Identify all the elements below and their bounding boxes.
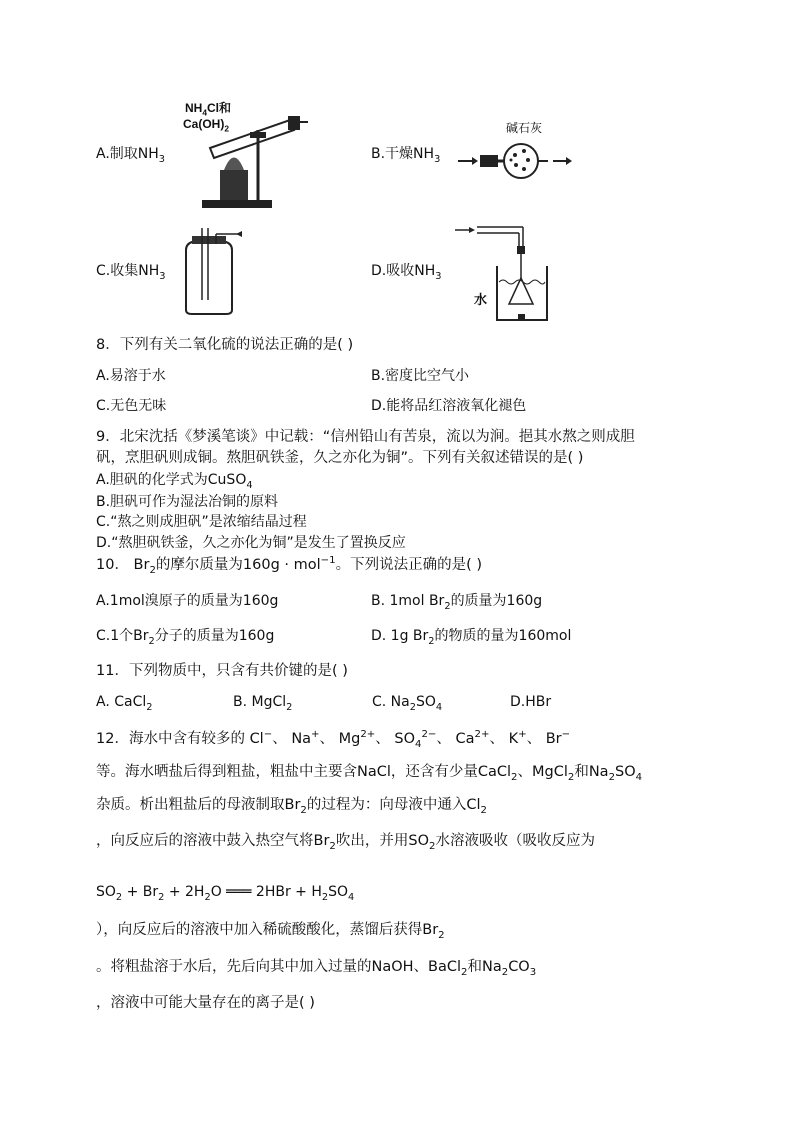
q11-stem: 11．下列物质中，只含有共价键的是( ) — [96, 663, 348, 679]
q9-option-c: C.“熬之则成胆矾”是浓缩结晶过程 — [96, 514, 307, 530]
q12-line1: 12．海水中含有较多的 Cl−、 Na+、 $Mg^{2+}$、 $SO_4^{2-}$、 $Ca^{2+}$、 K+、 Br− — [96, 729, 571, 750]
drying-tube-drawing — [458, 138, 576, 184]
q11-option-d: D.HBr — [510, 694, 552, 710]
q8-option-a: A.易溶于水 — [96, 368, 166, 384]
q12-line7: 。将粗盐溶于水后，先后向其中加入过量的NaOH、BaCl$_2$和$Na_2CO_3$ — [96, 959, 537, 978]
figure-d-label: 水 — [474, 292, 488, 307]
option-b-text: B.干燥$NH_3$ — [371, 146, 441, 165]
q12-equation: $SO_2 + Br_2 + 2H_2O$ ═══ $2HBr + H_2SO_4$ — [96, 884, 355, 903]
q9-stem-line1: 9．北宋沈括《梦溪笔谈》中记载：“信州铅山有苦泉，流以为涧。挹其水熬之则成胆 — [96, 429, 635, 445]
q10-option-c: C.1个$Br_2$分子的质量为160g — [96, 628, 275, 647]
q10-option-d: D. 1g $Br_2$的物质的量为160mol — [371, 628, 572, 647]
q11-option-a: A. CaCl$_2$ — [96, 694, 153, 713]
q9-option-b: B.胆矾可作为湿法冶铜的原料 — [96, 494, 279, 510]
beaker-funnel-drawing — [455, 222, 555, 324]
q9-option-a: A.胆矾的化学式为CuSO$_4$ — [96, 472, 253, 491]
q8-option-c: C.无色无味 — [96, 398, 167, 414]
q11-option-b: B. MgCl$_2$ — [233, 694, 293, 713]
q12-line2: 等。海水晒盐后得到粗盐，粗盐中主要含NaCl，还含有少量CaCl$_2$、MgCl$_2$和$Na_2SO_4$ — [96, 764, 643, 783]
q9-option-d: D.“熬胆矾铁釜，久之亦化为铜”是发生了置换反应 — [96, 535, 406, 551]
q12-line8: ，溶液中可能大量存在的离子是( ) — [96, 995, 315, 1011]
figure-a-label-line2: $Ca(OH)_2$ — [183, 117, 230, 134]
figure-a-label-line1: $NH_4Cl$和 — [185, 101, 232, 118]
option-d-text: D.吸收$NH_3$ — [371, 263, 442, 282]
q9-stem-line2: 矾，烹胆矾则成铜。熬胆矾铁釜，久之亦化为铜”。下列有关叙述错误的是( ) — [96, 450, 584, 466]
q8-option-d: D.能将品红溶液氧化褪色 — [371, 398, 527, 414]
q8-stem: 8．下列有关二氧化硫的说法正确的是( ) — [96, 337, 354, 353]
figure-d-apparatus — [455, 222, 555, 324]
q11-option-c: C. $Na_2SO_4$ — [372, 694, 443, 713]
figure-b-label: 碱石灰 — [506, 121, 543, 135]
figure-b-apparatus — [458, 138, 576, 184]
figure-c-apparatus — [180, 228, 250, 316]
q8-option-b: B.密度比空气小 — [371, 368, 470, 384]
q12-line4: ，向反应后的溶液中鼓入热空气将$Br_2$吹出，并用$SO_2$水溶液吸收（吸收反应为 — [96, 833, 595, 852]
gas-bottle-drawing — [180, 228, 250, 316]
option-c-text: C.收集$NH_3$ — [96, 263, 166, 282]
option-a-text: A.制取$NH_3$ — [96, 146, 166, 165]
q10-option-b: B. 1mol $Br_2$的质量为160g — [371, 593, 543, 612]
q10-stem: 10． $Br_2$的摩尔质量为160g · mol$^{-1}$。下列说法正确的是( ) — [96, 555, 483, 576]
q12-line6: ），向反应后的溶液中加入稀硫酸酸化，蒸馏后获得$Br_2$ — [96, 922, 445, 941]
q10-option-a: A.1mol溴原子的质量为160g — [96, 593, 279, 609]
q12-line3: 杂质。析出粗盐后的母液制取$Br_2$的过程为：向母液中通入$Cl_2$ — [96, 797, 487, 816]
